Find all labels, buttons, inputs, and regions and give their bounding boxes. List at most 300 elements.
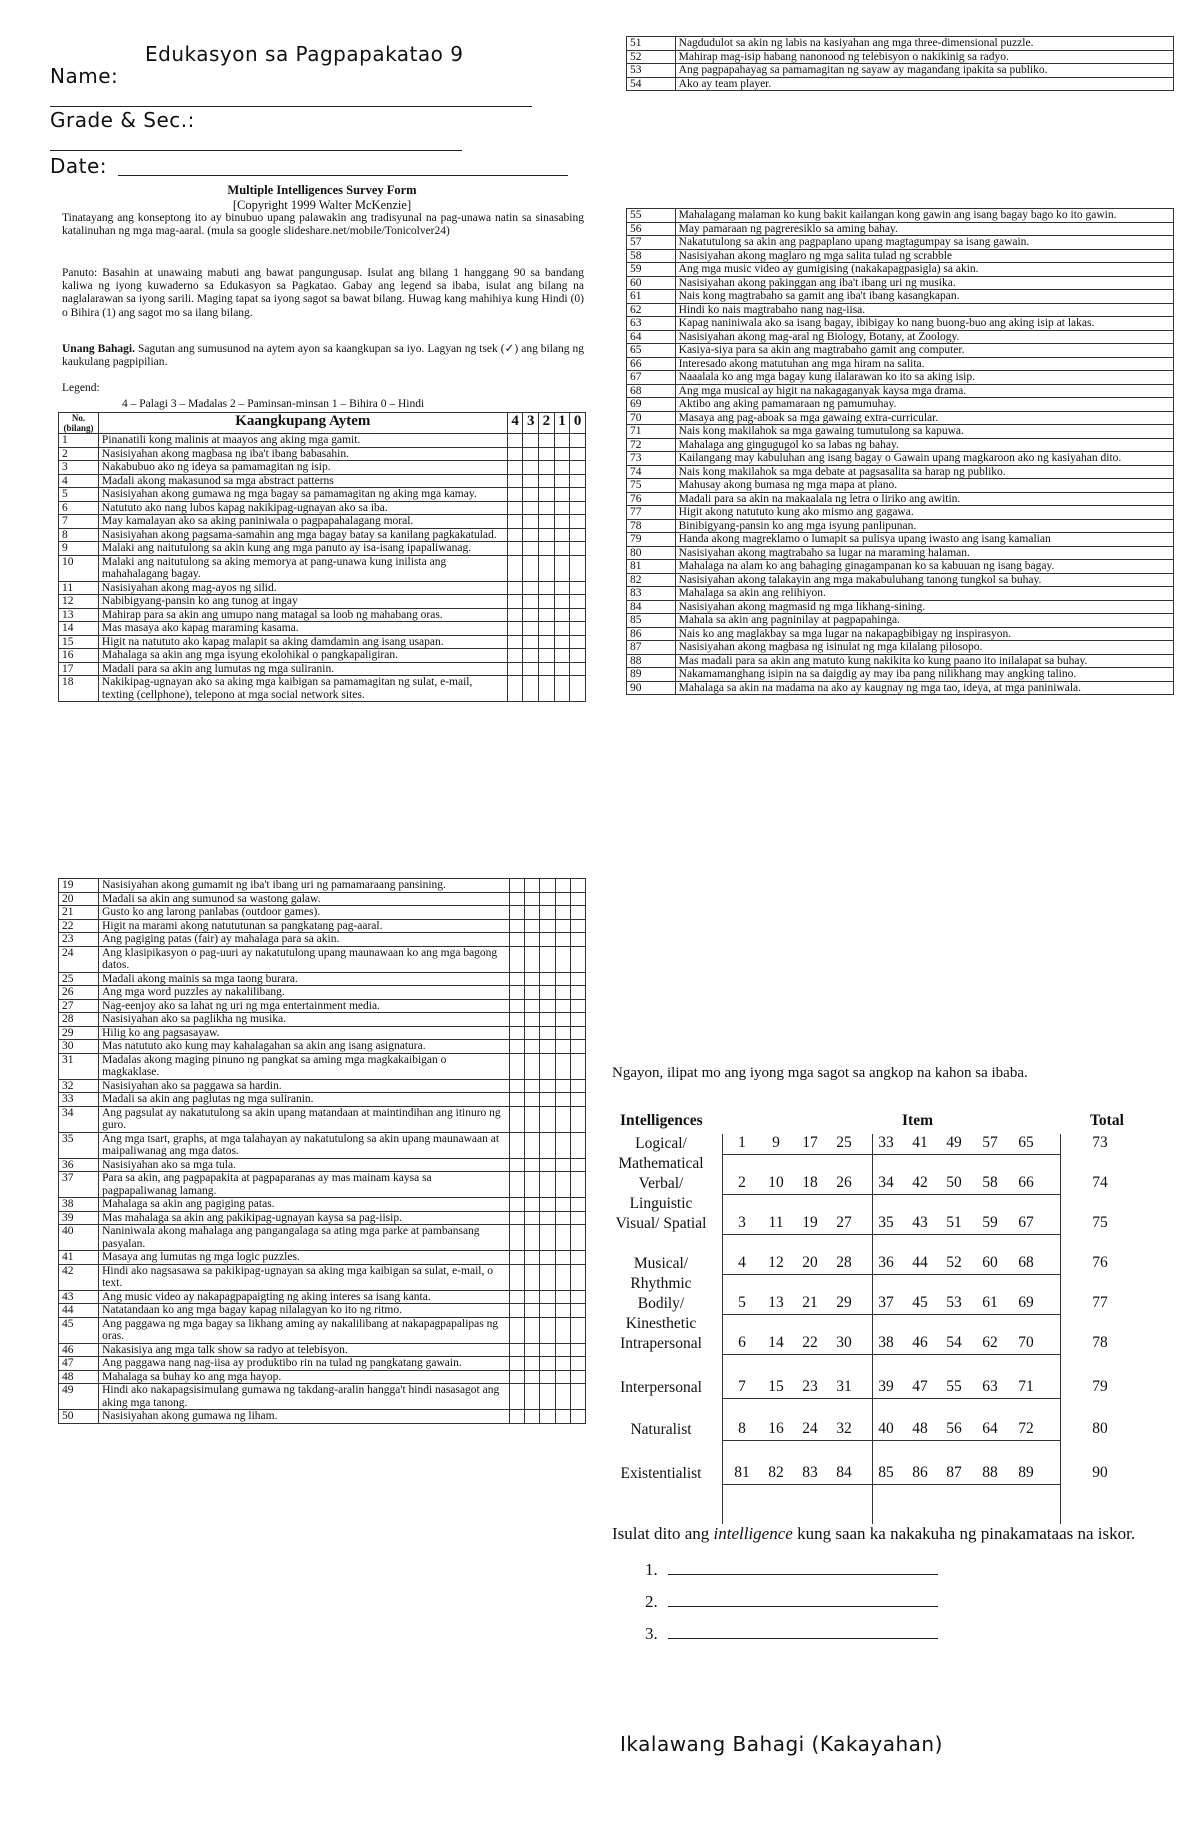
score-checkbox[interactable] [507,662,523,676]
score-checkbox[interactable] [555,1026,570,1040]
item-number: 62 [627,303,676,317]
score-checkbox[interactable] [539,555,555,581]
score-checkbox[interactable] [525,1251,540,1265]
table-row [627,222,1174,236]
score-checkbox[interactable] [510,919,525,933]
score-checkbox[interactable] [540,999,555,1013]
score-checkbox[interactable] [525,1357,540,1371]
score-checkbox[interactable] [510,1158,525,1172]
score-checkbox[interactable] [555,1013,570,1027]
score-checkbox[interactable] [555,1079,570,1093]
score-checkbox[interactable] [525,1211,540,1225]
score-checkbox[interactable] [510,1343,525,1357]
score-checkbox[interactable] [510,1040,525,1054]
score-checkbox[interactable] [510,946,525,972]
score-checkbox[interactable] [540,1384,555,1410]
score-checkbox[interactable] [555,1290,570,1304]
score-checkbox[interactable] [540,972,555,986]
score-checkbox[interactable] [539,434,555,448]
score-checkbox[interactable] [525,999,540,1013]
score-checkbox[interactable] [523,622,539,636]
score-checkbox[interactable] [570,1290,585,1304]
score-checkbox[interactable] [570,649,586,663]
item-text: Nasisiyahan akong talakayin ang mga makabuluhang tanong tungkol sa buhay. [675,573,1173,587]
score-checkbox[interactable] [540,1093,555,1107]
score-checkbox[interactable] [570,1040,585,1054]
score-checkbox[interactable] [540,1343,555,1357]
table-row [59,542,586,556]
score-checkbox[interactable] [510,1093,525,1107]
score-checkbox[interactable] [555,1106,570,1132]
score-checkbox[interactable] [555,1172,570,1198]
score-checkbox[interactable] [555,1198,570,1212]
score-checkbox[interactable] [510,892,525,906]
score-checkbox[interactable] [539,515,555,529]
score-checkbox[interactable] [570,555,586,581]
score-checkbox[interactable] [539,635,555,649]
score-checkbox[interactable] [507,515,523,529]
score-checkbox[interactable] [525,919,540,933]
score-checkbox[interactable] [570,501,586,515]
score-checkbox[interactable] [507,595,523,609]
score-checkbox[interactable] [570,1317,585,1343]
score-checkbox[interactable] [570,662,586,676]
score-checkbox[interactable] [507,447,523,461]
score-checkbox[interactable] [554,542,570,556]
score-checkbox[interactable] [539,676,555,702]
score-checkbox[interactable] [525,1132,540,1158]
score-checkbox[interactable] [510,1290,525,1304]
item-number: 20 [59,892,99,906]
score-checkbox[interactable] [570,1304,585,1318]
score-checkbox[interactable] [570,1343,585,1357]
score-checkbox[interactable] [523,447,539,461]
score-checkbox[interactable] [570,676,586,702]
score-checkbox[interactable] [510,1357,525,1371]
score-checkbox[interactable] [570,608,586,622]
score-checkbox[interactable] [555,1093,570,1107]
score-checkbox[interactable] [523,555,539,581]
score-checkbox[interactable] [507,434,523,448]
score-checkbox[interactable] [510,1225,525,1251]
score-checkbox[interactable] [555,1158,570,1172]
table-row [627,681,1174,695]
score-checkbox[interactable] [510,1370,525,1384]
item-number: 60 [627,276,676,290]
score-checkbox[interactable] [510,1106,525,1132]
score-checkbox[interactable] [540,1225,555,1251]
score-checkbox[interactable] [570,1357,585,1371]
score-checkbox[interactable] [554,528,570,542]
score-checkbox[interactable] [540,986,555,1000]
score-checkbox[interactable] [523,501,539,515]
score-checkbox[interactable] [555,1211,570,1225]
score-checkbox[interactable] [510,1132,525,1158]
score-checkbox[interactable] [540,1304,555,1318]
table-row [59,1013,586,1027]
item-number-cell: 2 [738,1174,746,1191]
score-checkbox[interactable] [525,1198,540,1212]
score-checkbox[interactable] [570,1264,585,1290]
score-checkbox[interactable] [540,1172,555,1198]
score-checkbox[interactable] [570,1384,585,1410]
score-checkbox[interactable] [555,879,570,893]
score-checkbox[interactable] [570,434,586,448]
score-checkbox[interactable] [510,1172,525,1198]
score-checkbox[interactable] [510,1198,525,1212]
item-number: 74 [627,465,676,479]
score-checkbox[interactable] [555,933,570,947]
score-checkbox[interactable] [570,972,585,986]
score-checkbox[interactable] [510,1317,525,1343]
score-checkbox[interactable] [539,608,555,622]
item-number: 57 [627,236,676,250]
score-checkbox[interactable] [554,488,570,502]
score-checkbox[interactable] [525,1384,540,1410]
table-row [627,573,1174,587]
score-checkbox[interactable] [554,608,570,622]
items-table-55-90 [626,208,1174,695]
score-checkbox[interactable] [539,528,555,542]
legend-values: 4 – Palagi 3 – Madalas 2 – Paminsan-minsan 1 – Bihira 0 – Hindi [122,398,425,410]
score-checkbox[interactable] [554,515,570,529]
item-text: Ang mga musical ay higit na nakagaganyak kaysa mga drama. [675,384,1173,398]
items-table-1-18 [58,412,586,702]
score-checkbox[interactable] [510,879,525,893]
score-checkbox[interactable] [539,662,555,676]
score-checkbox[interactable] [539,447,555,461]
score-checkbox[interactable] [570,1079,585,1093]
score-checkbox[interactable] [570,488,586,502]
score-checkbox[interactable] [507,474,523,488]
score-checkbox[interactable] [570,1158,585,1172]
score-checkbox[interactable] [570,474,586,488]
score-checkbox[interactable] [507,622,523,636]
score-checkbox[interactable] [570,933,585,947]
score-checkbox[interactable] [555,999,570,1013]
score-checkbox[interactable] [525,933,540,947]
score-checkbox[interactable] [554,635,570,649]
score-checkbox[interactable] [525,1026,540,1040]
score-checkbox[interactable] [523,515,539,529]
score-checkbox[interactable] [555,986,570,1000]
score-checkbox[interactable] [510,1013,525,1027]
score-checkbox[interactable] [540,1013,555,1027]
score-checkbox[interactable] [507,528,523,542]
item-text: May pamaraan ng pagreresiklo sa aming bahay. [675,222,1173,236]
score-checkbox[interactable] [510,1264,525,1290]
score-checkbox[interactable] [570,1013,585,1027]
score-checkbox[interactable] [570,906,585,920]
score-checkbox[interactable] [540,1079,555,1093]
score-checkbox[interactable] [507,542,523,556]
score-checkbox[interactable] [523,528,539,542]
table-row [627,560,1174,574]
score-checkbox[interactable] [525,1053,540,1079]
score-checkbox[interactable] [507,676,523,702]
score-checkbox[interactable] [525,1343,540,1357]
score-checkbox[interactable] [555,972,570,986]
score-checkbox[interactable] [570,542,586,556]
score-checkbox[interactable] [555,1384,570,1410]
score-checkbox[interactable] [539,649,555,663]
score-checkbox[interactable] [555,1251,570,1265]
score-checkbox[interactable] [570,1132,585,1158]
score-checkbox[interactable] [554,622,570,636]
score-checkbox[interactable] [554,555,570,581]
score-checkbox[interactable] [507,488,523,502]
score-checkbox[interactable] [540,1264,555,1290]
score-checkbox[interactable] [540,892,555,906]
score-checkbox[interactable] [540,879,555,893]
score-checkbox[interactable] [570,622,586,636]
score-checkbox[interactable] [554,461,570,475]
score-checkbox[interactable] [555,1132,570,1158]
score-checkbox[interactable] [507,635,523,649]
answer-3[interactable] [645,1624,938,1644]
score-checkbox[interactable] [554,447,570,461]
item-text: Mahalaga sa akin ang mga isyung ekolohikal o pangkapaligiran. [98,649,507,663]
score-checkbox[interactable] [510,986,525,1000]
score-checkbox[interactable] [525,1370,540,1384]
score-checkbox[interactable] [570,879,585,893]
item-text: Aktibo ang aking pamamaraan ng pamumuhay. [675,398,1173,412]
score-checkbox[interactable] [525,1158,540,1172]
item-number: 5 [59,488,99,502]
score-checkbox[interactable] [525,986,540,1000]
score-checkbox[interactable] [510,906,525,920]
score-checkbox[interactable] [555,1264,570,1290]
score-checkbox[interactable] [540,1317,555,1343]
item-number: 21 [59,906,99,920]
score-checkbox[interactable] [539,622,555,636]
score-checkbox[interactable] [523,488,539,502]
score-checkbox[interactable] [540,933,555,947]
score-checkbox[interactable] [525,1290,540,1304]
score-checkbox[interactable] [525,972,540,986]
score-checkbox[interactable] [555,1225,570,1251]
intelligence-name: Intrapersonal [620,1335,702,1352]
score-checkbox[interactable] [554,595,570,609]
score-checkbox[interactable] [539,581,555,595]
score-checkbox[interactable] [510,999,525,1013]
score-checkbox[interactable] [507,501,523,515]
score-checkbox[interactable] [570,1211,585,1225]
score-checkbox[interactable] [525,879,540,893]
score-checkbox[interactable] [523,461,539,475]
score-checkbox[interactable] [510,1251,525,1265]
score-checkbox[interactable] [510,1079,525,1093]
score-checkbox[interactable] [540,946,555,972]
answer-2[interactable] [645,1592,938,1612]
table-row [59,892,586,906]
score-checkbox[interactable] [539,461,555,475]
score-checkbox[interactable] [525,892,540,906]
score-checkbox[interactable] [525,1317,540,1343]
score-checkbox[interactable] [507,461,523,475]
item-number-cell: 33 [878,1134,894,1151]
score-checkbox[interactable] [507,649,523,663]
score-checkbox[interactable] [570,1093,585,1107]
score-checkbox[interactable] [540,1026,555,1040]
score-checkbox[interactable] [570,1026,585,1040]
score-checkbox[interactable] [555,919,570,933]
score-checkbox[interactable] [539,595,555,609]
score-checkbox[interactable] [507,555,523,581]
score-checkbox[interactable] [540,1357,555,1371]
score-checkbox[interactable] [525,1093,540,1107]
score-checkbox[interactable] [525,1106,540,1132]
score-checkbox[interactable] [540,1158,555,1172]
item-number-cell: 7 [738,1378,746,1395]
score-checkbox[interactable] [555,1053,570,1079]
score-checkbox[interactable] [525,1013,540,1027]
score-checkbox[interactable] [554,434,570,448]
score-checkbox[interactable] [525,1225,540,1251]
score-checkbox[interactable] [539,488,555,502]
score-checkbox[interactable] [555,1370,570,1384]
score-checkbox[interactable] [523,474,539,488]
score-checkbox[interactable] [523,434,539,448]
score-checkbox[interactable] [525,1172,540,1198]
score-checkbox[interactable] [555,946,570,972]
score-checkbox[interactable] [570,1106,585,1132]
score-checkbox[interactable] [554,581,570,595]
score-checkbox[interactable] [570,999,585,1013]
score-checkbox[interactable] [539,501,555,515]
table-row [59,1264,586,1290]
grade-line[interactable] [50,150,462,151]
score-checkbox[interactable] [540,1106,555,1132]
score-checkbox[interactable] [570,515,586,529]
score-checkbox[interactable] [523,595,539,609]
score-checkbox[interactable] [570,1225,585,1251]
score-checkbox[interactable] [554,662,570,676]
score-checkbox[interactable] [554,676,570,702]
score-checkbox[interactable] [570,892,585,906]
score-checkbox[interactable] [510,972,525,986]
score-checkbox[interactable] [570,635,586,649]
score-checkbox[interactable] [555,1343,570,1357]
score-checkbox[interactable] [525,1079,540,1093]
answer-1-line[interactable] [668,1560,938,1575]
score-checkbox[interactable] [570,1053,585,1079]
score-checkbox[interactable] [523,662,539,676]
score-checkbox[interactable] [554,474,570,488]
score-checkbox[interactable] [540,1370,555,1384]
score-checkbox[interactable] [570,1410,585,1424]
score-checkbox[interactable] [555,906,570,920]
score-checkbox[interactable] [539,474,555,488]
write-instruction-em: intelligence [713,1524,793,1543]
score-checkbox[interactable] [507,608,523,622]
score-checkbox[interactable] [540,919,555,933]
score-checkbox[interactable] [510,1304,525,1318]
item-number-cell: 82 [768,1464,784,1481]
score-checkbox[interactable] [510,1026,525,1040]
score-checkbox[interactable] [510,1211,525,1225]
score-checkbox[interactable] [540,1410,555,1424]
score-checkbox[interactable] [555,1304,570,1318]
score-checkbox[interactable] [507,581,523,595]
score-checkbox[interactable] [540,1040,555,1054]
item-number-cell: 58 [982,1174,998,1191]
score-checkbox[interactable] [540,1198,555,1212]
score-checkbox[interactable] [539,542,555,556]
score-checkbox[interactable] [570,919,585,933]
score-checkbox[interactable] [523,676,539,702]
score-checkbox[interactable] [540,1251,555,1265]
score-checkbox[interactable] [555,1357,570,1371]
table-row [59,1079,586,1093]
intelligence-name: Logical/ Mathematical [618,1135,704,1172]
score-checkbox[interactable] [525,1410,540,1424]
score-checkbox[interactable] [555,1040,570,1054]
score-checkbox[interactable] [525,1264,540,1290]
item-number: 35 [59,1132,99,1158]
score-checkbox[interactable] [540,1053,555,1079]
item-number: 41 [59,1251,99,1265]
score-checkbox[interactable] [525,1040,540,1054]
score-checkbox[interactable] [510,1410,525,1424]
score-checkbox[interactable] [570,1172,585,1198]
score-checkbox[interactable] [570,595,586,609]
answer-2-line[interactable] [668,1592,938,1607]
score-checkbox[interactable] [570,1198,585,1212]
score-checkbox[interactable] [570,461,586,475]
score-checkbox[interactable] [523,635,539,649]
name-line[interactable] [50,106,532,107]
score-checkbox[interactable] [554,649,570,663]
score-checkbox[interactable] [525,1304,540,1318]
score-checkbox[interactable] [525,906,540,920]
score-checkbox[interactable] [540,906,555,920]
item-text: Madali akong mainis sa mga taong burara. [99,972,510,986]
score-checkbox[interactable] [570,946,585,972]
score-checkbox[interactable] [523,608,539,622]
table-row [627,317,1174,331]
score-checkbox[interactable] [510,1053,525,1079]
score-checkbox[interactable] [554,501,570,515]
intelligence-name: Naturalist [630,1421,692,1438]
score-checkbox[interactable] [570,1370,585,1384]
score-checkbox[interactable] [540,1211,555,1225]
score-checkbox[interactable] [523,542,539,556]
answer-3-line[interactable] [668,1624,938,1639]
score-checkbox[interactable] [510,933,525,947]
score-checkbox[interactable] [523,649,539,663]
score-checkbox[interactable] [570,447,586,461]
item-number-cell: 23 [802,1378,818,1395]
item-number: 24 [59,946,99,972]
score-checkbox[interactable] [525,946,540,972]
score-checkbox[interactable] [523,581,539,595]
score-checkbox[interactable] [570,986,585,1000]
item-text: Ang mga music video ay gumigising (nakakapagpasigla) sa akin. [675,263,1173,277]
score-checkbox[interactable] [570,528,586,542]
score-checkbox[interactable] [540,1290,555,1304]
answer-1[interactable] [645,1560,938,1580]
score-checkbox[interactable] [540,1132,555,1158]
score-checkbox[interactable] [510,1384,525,1410]
score-checkbox[interactable] [570,1251,585,1265]
score-checkbox[interactable] [555,1410,570,1424]
score-checkbox[interactable] [555,1317,570,1343]
score-checkbox[interactable] [570,581,586,595]
date-line[interactable] [118,175,568,176]
score-checkbox[interactable] [555,892,570,906]
item-number: 42 [59,1264,99,1290]
